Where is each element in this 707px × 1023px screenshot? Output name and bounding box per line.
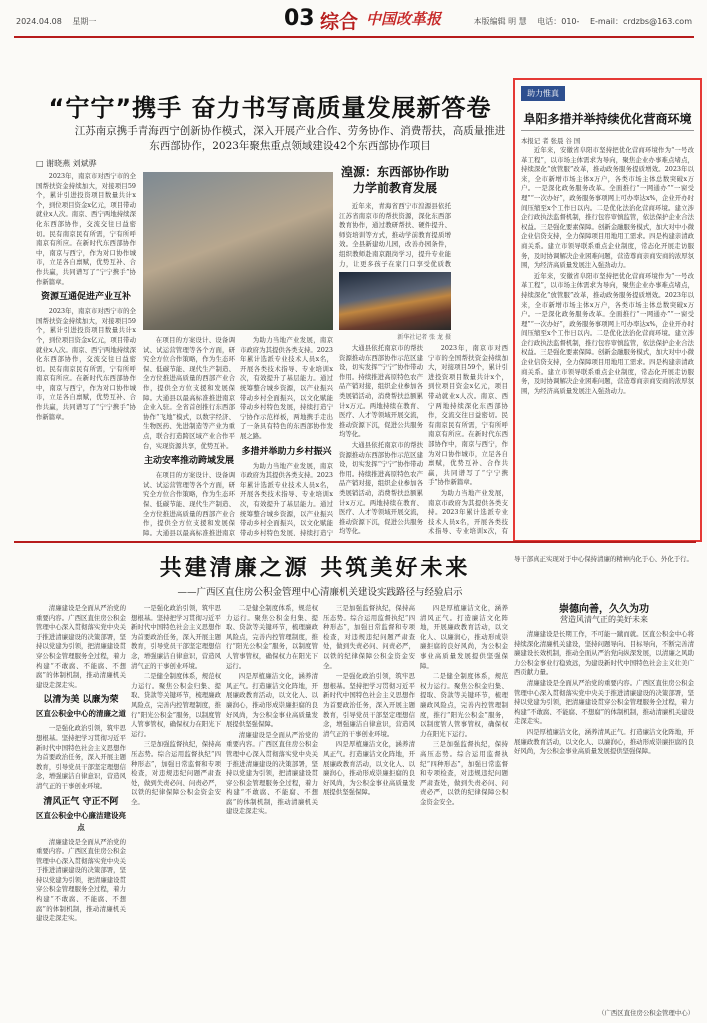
column-label: 助力惟真 [521, 86, 565, 101]
lead-photo [143, 172, 333, 330]
second-col1-text-c: 清廉建设是全面从严治党的重要内容。广西区直住房公积金管理中心深入贯彻落实党中央关于推进清廉建设的决策部署，坚持以党建为引领，把清廉建设贯穿公积金管理服务全过程，着力构建“不敢腐、不能腐、不想腐”的体制机制，推动清廉机关建设走深走实。 [36, 837, 126, 923]
side-article-text: 近年来，青海省西宁市湟源县依托江苏省南京市的帮扶资源，深化东西部教育协作，通过教研帮扶、硬件提升、师资培训等方式，推动学前教育提质增效。全县新建幼儿园，改善办园条件，组织教师赴南京跟岗学习，提升专业能力，让更多孩子在家门口享受优质教 [339, 202, 451, 268]
second-col1-text-b: 一是强化政治引领，筑牢思想根基。坚持把学习贯彻习近平新时代中国特色社会主义思想作为首要政治任务，深入开展主题教育，引导党员干部坚定理想信念，增强廉洁自律意识，营造风清气正的干事创业环境。 [36, 724, 126, 790]
second-col4-text-b: 一是强化政治引领，筑牢思想根基。坚持把学习贯彻习近平新时代中国特色社会主义思想作为首要政治任务，深入开展主题教育，引导党员干部坚定理想信念，增强廉洁自律意识，营造风清气正的干事创业环境。 [323, 672, 415, 738]
second-section-title-1: 以清为美 以廉为荣 [43, 695, 119, 706]
header-date-info [16, 16, 104, 27]
page-number: 03 [284, 6, 315, 31]
second-col2-text-c: 三是加强监督执纪，保持高压态势。综合运用监督执纪“四种形态”，加强日常监督和专项检查，对违规违纪问题严肃查处，做到失责必问、问责必严，以铁的纪律保障公积金资金安全。 [131, 740, 221, 806]
right-column-text: 清廉建设是长期工作，不可能一蹴而就。区直公积金中心将持续深化清廉机关建设，坚持问题导向、目标导向，不断完善清廉建设长效机制，推动全面从严治党向纵深发展，以清廉之风助力公积金事业行稳致远，为建设新时代中国特色社会主义壮美广西贡献力量。 [514, 630, 694, 677]
boxed-article-title: 阜阳多措并举持续优化营商环境 [523, 112, 692, 126]
right-column-text-c: 四是厚植廉洁文化，涵养清风正气。打造廉洁文化阵地，开展廉政教育活动，以文化人、以廉润心，推动形成崇廉拒腐的良好风尚，为公积金事业高质量发展提供坚强保障。 [514, 727, 694, 756]
right-column-kicker: 导干部真正实现对于中心保持清廉的精神内化于心、外化于行。 [514, 555, 693, 563]
second-col1-text: 清廉建设是全面从严治党的重要内容。广西区直住房公积金管理中心深入贯彻落实党中央关于推进清廉建设的决策部署，坚持以党建为引领，把清廉建设贯穿公积金管理服务全过程，着力构建“不敢腐、不能腐、不想腐”的体制机制，推动清廉机关建设走深走实。 [36, 604, 126, 689]
lead-col2-text-b: 在项目的方案设计、设备调试、试运营管理等各个方面，研究全方位合作策略，作为生态环保、低碳节能、现代生产制造、全方位推进高质量的西部产业合作，提供全方位支援和发展保障。大通县以最高标准推进南京 [143, 471, 235, 536]
lead-section-title-1: 资源互通促进产业互补 [40, 292, 131, 303]
second-col4-text: 三是加强监督执纪，保持高压态势。综合运用监督执纪“四种形态”，加强日常监督和专项检查，对违规违纪问题严肃查处，做到失责必问、问责必严，以铁的纪律保障公积金资金安全。 [323, 604, 415, 670]
right-column-text-b: 清廉建设是全面从严治党的重要内容。广西区直住房公积金管理中心深入贯彻落实党中央关于推进清廉建设的决策部署，坚持以党建为引领，把清廉建设贯穿公积金管理服务全过程，着力构建“不敢腐、不能腐、不想腐”的体制机制，推动清廉机关建设走深走实。 [514, 678, 694, 726]
side-article-photo [339, 272, 451, 330]
lead-column-1 [36, 172, 136, 536]
boxed-article-text-b: 近年来，安徽省阜阳市坚持把优化营商环境作为“一号改革工程”，以市场主体需求为导向，聚焦企业办事难点堵点，持续深化“放管服”改革，推动政务服务提质增效。2023年以来，全市新增市场主体x万户，各类市场主体总数突破x万户。一是深化政务服务改革。全面推行“一网通办”“一窗受理”“一次办好”，政务服务事项网上可办率达x%，企业开办时间压缩至x个工作日以内。二是优化法治化营商环境。建立涉企行政执法监督机制，推行包容审慎监管，依法保护企业合法权益。三是强化要素保障。创新金融服务模式，加大对中小微企业信贷支持，全力保障项目用地用工需求。四是构建亲清政商关系。建立市领导联系重点企业制度，常态化开展走访服务，及时协调解决企业困难问题，营造尊商亲商安商的浓厚氛围，为经济高质量发展注入强劲动力。 [521, 271, 694, 395]
second-col2-text-b: 二是健全制度体系，规范权力运行。聚焦公积金归集、提取、贷款等关键环节，梳理廉政风险点，完善内控管理制度，推行“阳光公积金”服务，以制度管人管事管权，确保权力在阳光下运行。 [131, 672, 221, 738]
second-column-4 [323, 604, 415, 1018]
second-col3-text-b: 四是厚植廉洁文化，涵养清风正气。打造廉洁文化阵地，开展廉政教育活动，以文化人、以廉润心，推动形成崇廉拒腐的良好风尚，为公积金事业高质量发展提供坚强保障。 [226, 672, 318, 729]
editor-email: E-mail：crdzbs@163.com [589, 17, 692, 26]
second-headline: 共建清廉之源 共筑美好未来 [159, 556, 471, 581]
lead-col4-text: 大通县依托南京市的帮扶资源推动东西部协作示范区建设，切实发挥“宁宁”协作带动作用。持续推进高原特色农产品产销对接，组织企业参加各类展销活动，消费帮扶总额累计x万元。两地持续在教育、医疗、人才等领域开展交流，推动资源下沉，促进公共服务均等化。 [339, 344, 423, 439]
second-col5-text: 四是厚植廉洁文化，涵养清风正气。打造廉洁文化阵地，开展廉政教育活动，以文化人、以廉润心，推动形成崇廉拒腐的良好风尚，为公积金事业高质量发展提供坚强保障。 [420, 604, 508, 670]
second-section-sub-2: 区直公积金中心廉洁建设亮点 [36, 810, 126, 832]
editor-name: 本版编辑 明 慧 [473, 17, 527, 26]
right-column-subtitle: 营造风清气正的美好未来 [560, 615, 648, 624]
second-column-1 [36, 604, 126, 1018]
lead-col3-text: 为助力当地产业发展，南京市政府为其提供各类支持。2023年累计选派专业技术人员x名，开展各类技术指导、专业培训x次，有效提升了基层能力。通过统筹整合城乡资源，以产业振兴带动乡村全面振兴，以文化赋能带动乡村特色发展，持续打造宁宁协作示范样板，两地携手走出了一条具有特色的东西部协作发展之路。 [240, 336, 333, 440]
second-section-title-2: 清风正气 守正不阿 [43, 796, 119, 807]
title-rule [521, 130, 694, 131]
page-header [14, 6, 694, 38]
issue-weekday: 星期一 [72, 17, 97, 26]
lead-byline: □ 谢晓燕 刘斌骅 [36, 159, 97, 168]
boxed-article-body [521, 146, 694, 534]
second-col5-text-b: 二是健全制度体系，规范权力运行。聚焦公积金归集、提取、贷款等关键环节，梳理廉政风险点，完善内控管理制度，推行“阳光公积金”服务，以制度管人管事管权，确保权力在阳光下运行。 [420, 672, 508, 738]
lead-subhead: 江苏南京携手青海西宁创新协作模式，深入开展产业合作、劳务协作、消费帮扶，高质量推进东西部协作，2023年聚焦重点领域建设42个东西部协作项目 [74, 125, 506, 152]
boxed-article-text: 近年来，安徽省阜阳市坚持把优化营商环境作为“一号改革工程”，以市场主体需求为导向，聚焦企业办事难点堵点，持续深化“放管服”改革，推动政务服务提质增效。2023年以来，全市新增市场主体x万户，各类市场主体总数突破x万户。一是深化政务服务改革。全面推行“一网通办”“一窗受理”“一次办好”，政务服务事项网上可办率达x%，企业开办时间压缩至x个工作日以内。二是优化法治化营商环境。建立涉企行政执法监督机制，推行包容审慎监管，依法保护企业合法权益。三是强化要素保障。创新金融服务模式，加大对中小微企业信贷支持，全力保障项目用地用工需求。四是构建亲清政商关系。建立市领导联系重点企业制度，常态化开展走访服务，及时协调解决企业困难问题，营造尊商亲商安商的浓厚氛围，为经济高质量发展注入强劲动力。 [521, 146, 694, 270]
lead-col5-text: 2023年，南京市对西宁市的全国帮扶资金持续加大，对接项目59个，累计引进投资项目数量共计x个，到位项目资金x亿元，项目带动就业x人次。南京、西宁两地持续深化东西部协作，交流交往日益密切。民有南京民有所需，宁有所呼南京有所应。在新时代东西部协作中，南京与西宁，作为对口协作城市，立足各自禀赋，优势互补、合作共赢，共同谱写了“宁宁携手”协作新篇章。 [428, 344, 508, 487]
second-section-sub-1: 区直公积金中心的清廉之道 [36, 709, 126, 719]
lead-column-3 [240, 336, 333, 536]
second-subhead: ——广西区直住房公积金管理中心清廉机关建设实践路径与经验启示 [177, 587, 463, 598]
right-column-source: （广西区直住房公积金管理中心） [598, 1009, 694, 1017]
lead-column-5 [428, 344, 508, 536]
lead-col1-text-b: 2023年，南京市对西宁市的全国帮扶资金持续加大，对接项目59个，累计引进投资项目数量共计x个，到位项目资金x亿元，项目带动就业x人次。南京、西宁两地持续深化东西部协作，交流交往日益密切。民有南京民有所需，宁有所呼南京有所应。在新时代东西部协作中，南京与西宁，作为对口协作城市，立足各自禀赋，优势互补、合作共赢，共同谱写了“宁宁携手”协作新篇章。 [36, 307, 136, 421]
second-col3-text: 二是健全制度体系，规范权力运行。聚焦公积金归集、提取、贷款等关键环节，梳理廉政风险点，完善内控管理制度，推行“阳光公积金”服务，以制度管人管事管权，确保权力在阳光下运行。 [226, 604, 318, 670]
lead-column-2 [143, 336, 235, 536]
lead-col2-text: 在项目的方案设计、设备调试、试运营管理等各个方面，研究全方位合作策略，作为生态环保、低碳节能、现代生产制造、全方位推进高质量的西部产业合作，提供全方位支援和发展保障。大通县以最高标准推进南京企业入驻。全省首创推行东西部协作“飞地”模式，以数字经济、生物医药、先进制造等产业为重点，联合打造跨区域产业合作平台，实现资源共享，优势互补。 [143, 336, 235, 450]
lead-section-title-2: 主动安率推动跨域发展 [143, 456, 234, 467]
side-article-title: 湟源：东西部协作助力学前教育发展 [340, 165, 449, 195]
side-article-body [339, 202, 451, 268]
lead-headline: “宁宁”携手 奋力书写高质量发展新答卷 [48, 94, 492, 122]
section-name: 综合 [320, 11, 359, 33]
editor-phone: 电话：010- [537, 17, 580, 26]
second-column-5 [420, 604, 508, 1018]
second-col5-text-c: 三是加强监督执纪，保持高压态势。综合运用监督执纪“四种形态”，加强日常监督和专项检查，对违规违纪问题严肃查处，做到失责必问、问责必严，以铁的纪律保障公积金资金安全。 [420, 740, 508, 806]
issue-date: 2024.04.08 [16, 17, 62, 26]
lead-column-4 [339, 344, 423, 536]
highlighted-article-box [513, 78, 702, 542]
lead-col4-text-b: 大通县依托南京市的帮扶资源推动东西部协作示范区建设，切实发挥“宁宁”协作带动作用。持续推进高原特色农产品产销对接，组织企业参加各类展销活动，消费帮扶总额累计x万元。两地持续在教育、医疗、人才等领域开展交流，推动资源下沉，促进公共服务均等化。 [339, 440, 423, 536]
right-column-title: 崇德向善，久久为功 [559, 604, 649, 615]
side-photo-credit: 新华社记者 张 龙 摄 [397, 334, 451, 341]
second-col2-text: 一是强化政治引领，筑牢思想根基。坚持把学习贯彻习近平新时代中国特色社会主义思想作为首要政治任务，深入开展主题教育，引导党员干部坚定理想信念，增强廉洁自律意识，营造风清气正的干事创业环境。 [131, 604, 221, 670]
section-divider [14, 541, 696, 543]
lead-col3-text-b: 为助力当地产业发展，南京市政府为其提供各类支持。2023年累计选派专业技术人员x名，开展各类技术指导、专业培训x次，有效提升了基层能力。通过统筹整合城乡资源，以产业振兴带动乡村全面振兴，以文化赋能带动乡村特色发展，持续打造宁 [240, 461, 333, 536]
second-col3-text-c: 清廉建设是全面从严治党的重要内容。广西区直住房公积金管理中心深入贯彻落实党中央关于推进清廉建设的决策部署，坚持以党建为引领，把清廉建设贯穿公积金管理服务全过程，着力构建“不敢腐、不能腐、不想腐”的体制机制，推动清廉机关建设走深走实。 [226, 730, 318, 816]
second-column-3 [226, 604, 318, 1018]
right-column-body [514, 630, 694, 1004]
lead-col1-text: 2023年，南京市对西宁市的全国帮扶资金持续加大，对接项目59个，累计引进投资项目数量共计x个，到位项目资金x亿元，项目带动就业x人次。南京、西宁两地持续深化东西部协作，交流交往日益密切。民有南京民有所需，宁有所呼南京有所应。在新时代东西部协作中，南京与西宁，作为对口协作城市，立足各自禀赋，优势互补、合作共赢，共同谱写了“宁宁携手”协作新篇章。 [36, 172, 136, 286]
newspaper-logo: 中国改革报 [366, 10, 442, 28]
boxed-article-byline: 本报记 者 张晨 谷 国 [521, 137, 581, 145]
header-contact-info [466, 16, 692, 27]
lead-col5-text-b: 为助力当地产业发展，南京市政府为其提供各类支持。2023年累计选派专业技术人员x名，开展各类技术指导、专业培训x次，有 [428, 488, 508, 536]
lead-section-title-3: 多措并举助力乡村振兴 [241, 446, 332, 457]
second-column-2 [131, 604, 221, 1018]
second-col4-text-c: 四是厚植廉洁文化，涵养清风正气。打造廉洁文化阵地，开展廉政教育活动，以文化人、以廉润心，推动形成崇廉拒腐的良好风尚，为公积金事业高质量发展提供坚强保障。 [323, 740, 415, 797]
